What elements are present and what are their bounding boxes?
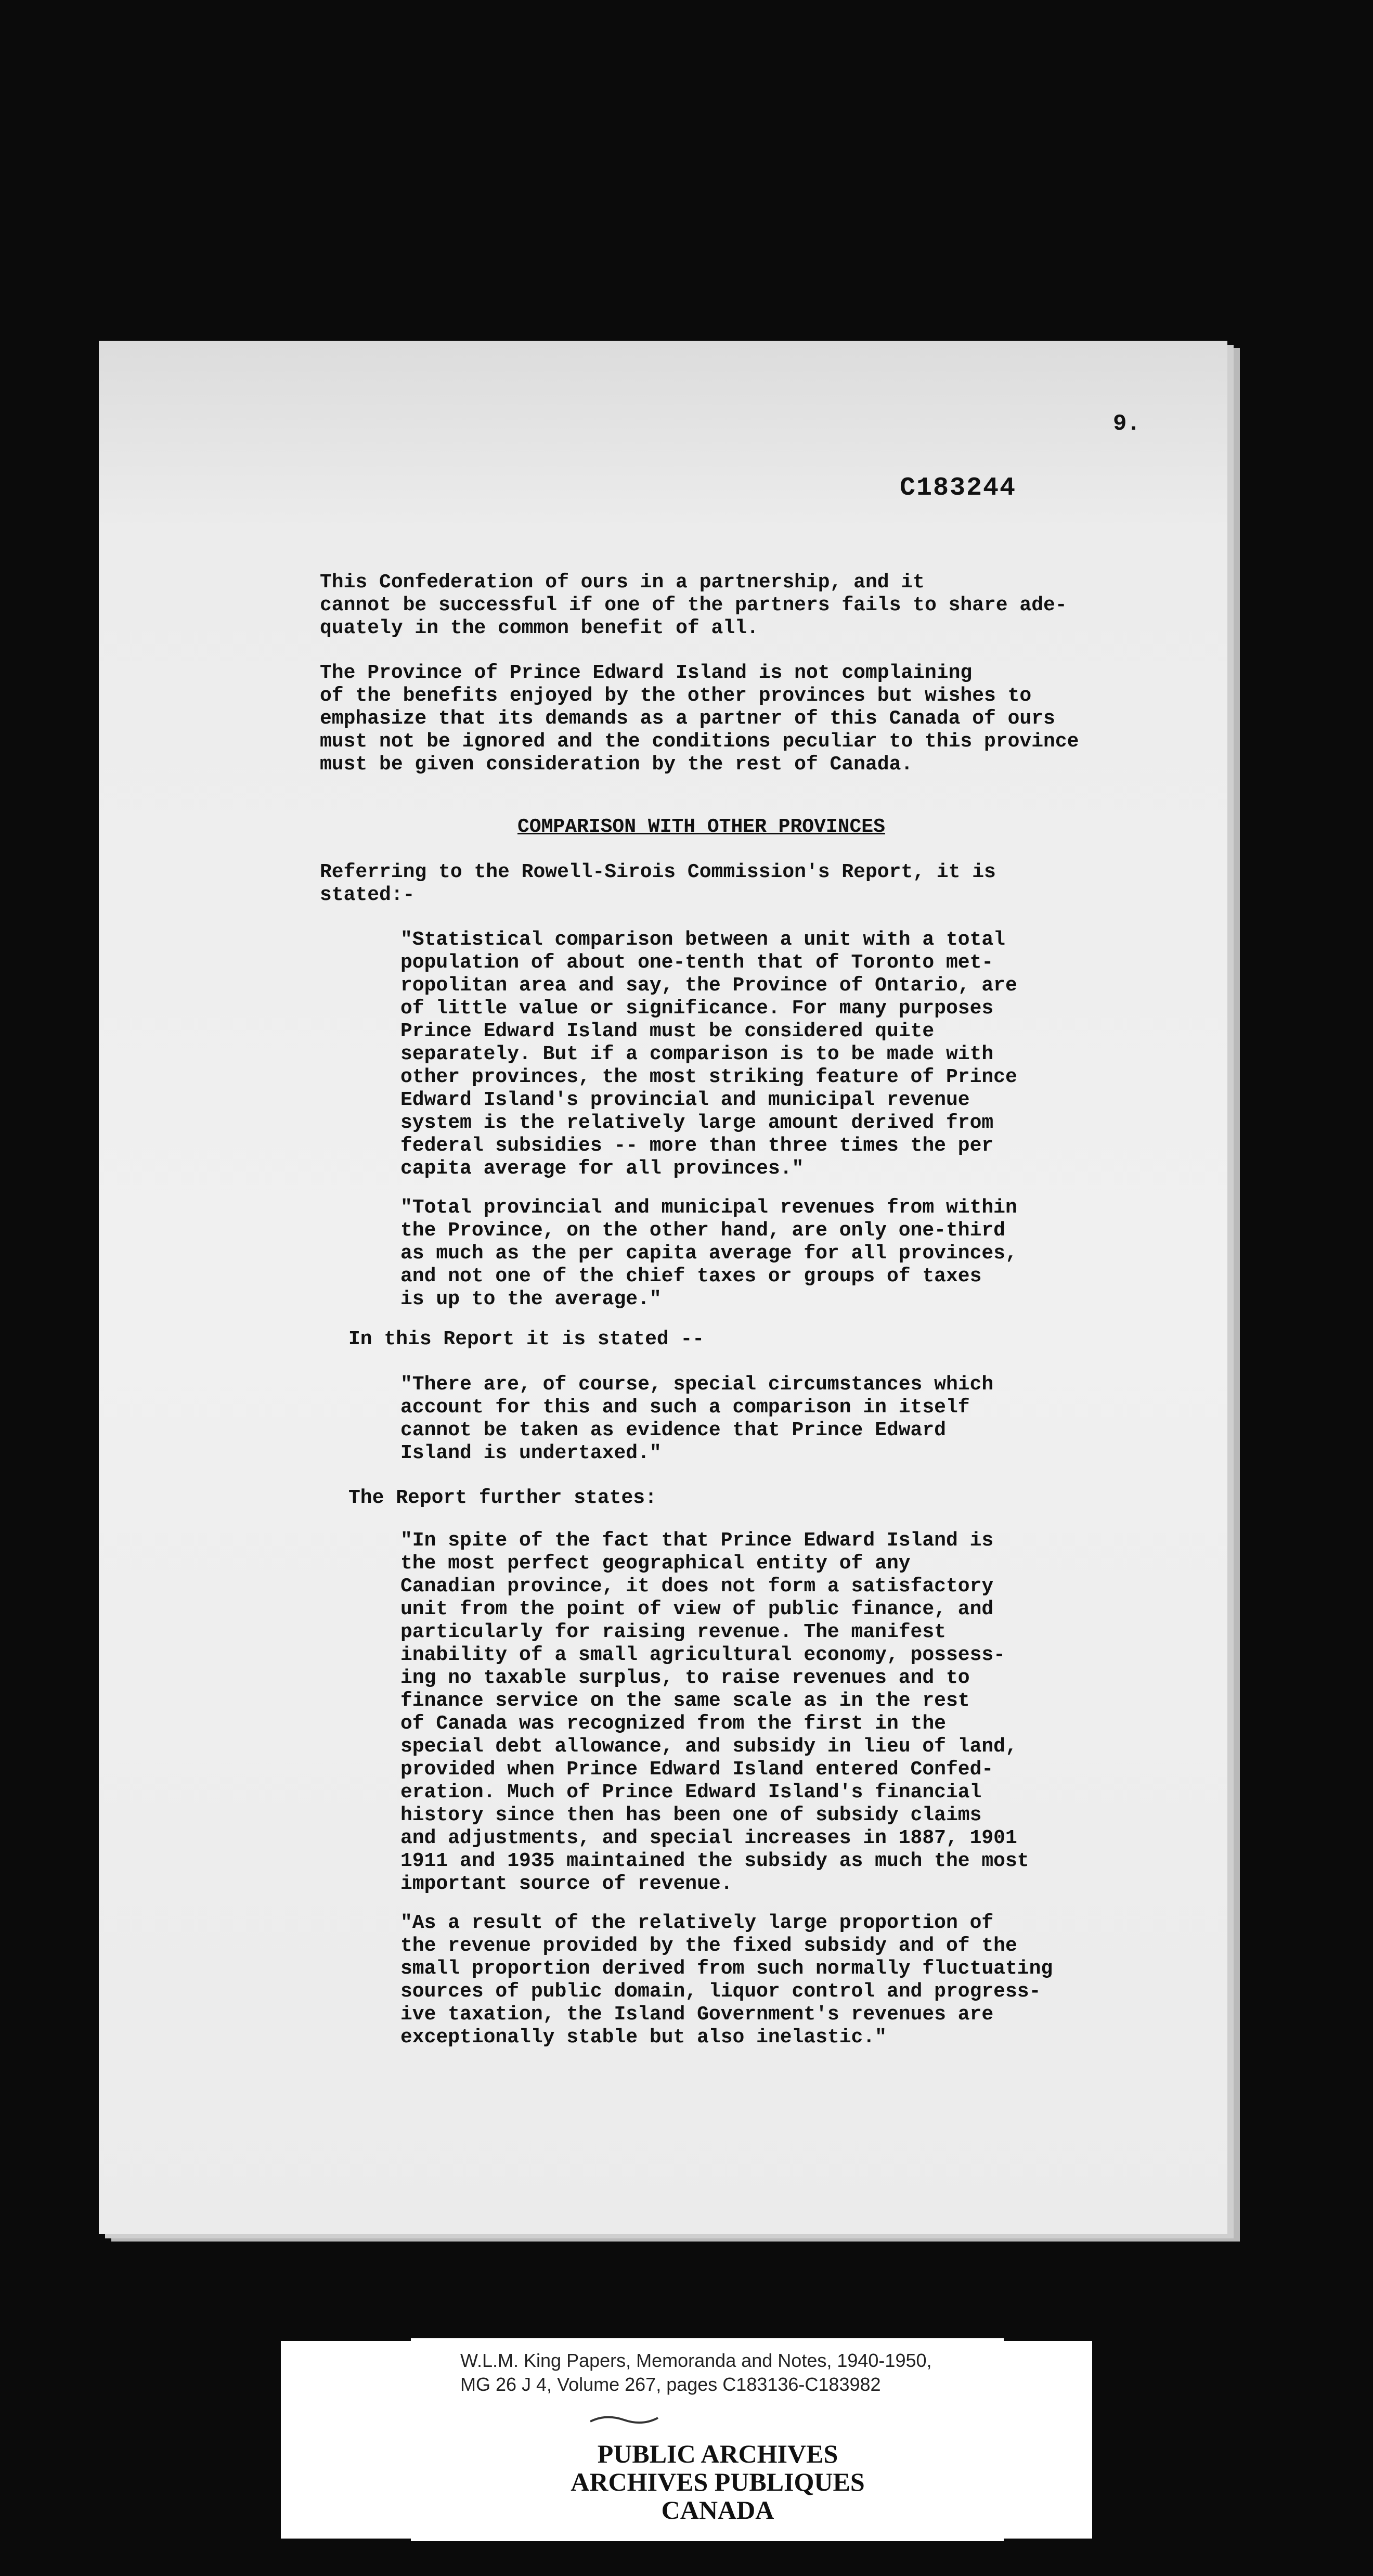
quote-special-circumstances: "There are, of course, special circumstances which account for this and such a comparison in itself cannot be taken as evidence that Prince Edward Island is undertaxed." xyxy=(400,1373,994,1464)
page-number: 9. xyxy=(1113,411,1141,437)
paragraph-confederation: This Confederation of ours in a partnership, and it cannot be successful if one of the partners fails to share ade- quately in the common benefit of all. xyxy=(320,571,1067,639)
paragraph-rowell-sirois: Referring to the Rowell-Sirois Commission's Report, it is stated:- xyxy=(320,861,996,906)
scribble-mark xyxy=(588,2408,660,2429)
archive-citation: W.L.M. King Papers, Memoranda and Notes, 1940-1950, MG 26 J 4, Volume 267, pages C183136-C183982 xyxy=(460,2350,932,2395)
quote-total-revenues: "Total provincial and municipal revenues from within the Province, on the other hand, are only one-third as much as the per capita average for all provinces, and not one of the chief taxes or groups of taxes is up to the average." xyxy=(400,1196,1017,1310)
archive-stamp xyxy=(562,2440,874,2524)
paragraph-province: The Province of Prince Edward Island is not complaining of the benefits enjoyed by the other provinces but wishes to emphasize that its demands as a partner of this Canada of ours must not be ignored and the conditions peculiar to this province must be given consideration by the rest of Canada. xyxy=(320,662,1079,776)
stamp-line-public-archives: PUBLIC ARCHIVES xyxy=(597,2439,838,2468)
intro-report-further: The Report further states: xyxy=(348,1487,657,1509)
document-id: C183244 xyxy=(900,473,1017,503)
intro-report-stated: In this Report it is stated -- xyxy=(348,1328,705,1350)
quote-geographical-entity: "In spite of the fact that Prince Edward Island is the most perfect geographical entity of any Canadian province, it does not form a satisfactory unit from the point of view of public finance, and particularly for raising revenue. The manifest inability of a small agricultural economy, possess- ing no taxable surplus, to raise revenues and to finance service on the same scale as in the rest of Canada was recognized from the first in the special debt allowance, and subsidy in lieu of land, provided when Prince Edward Island entered Confed- eration. Much of Prince Edward Island's financial history since then has been one of subsidy claims and adjustments, and special increases in 1887, 1901 1911 and 1935 maintained the subsidy as much the most important source of revenue. xyxy=(400,1529,1029,1895)
stamp-line-canada: CANADA xyxy=(661,2495,774,2525)
stamp-line-archives-publiques: ARCHIVES PUBLIQUES xyxy=(571,2467,865,2496)
quote-relatively-large-proportion: "As a result of the relatively large proportion of the revenue provided by the fixed subsidy and of the small proportion derived from such normally fluctuating sources of public domain, liquor control and progress- ive taxation, the Island Government's revenues are exceptionally stable but also inelastic." xyxy=(400,1912,1053,2049)
quote-statistical-comparison: "Statistical comparison between a unit with a total population of about one-tenth that of Toronto met- ropolitan area and say, the Province of Ontario, are of little value or significance. For many purposes Prince Edward Island must be considered quite separately. But if a comparison is to be made with other provinces, the most striking feature of Prince Edward Island's provincial and municipal revenue system is the relatively large amount derived from federal subsidies -- more than three times the per capita average for all provinces." xyxy=(400,929,1017,1180)
section-heading: COMPARISON WITH OTHER PROVINCES xyxy=(517,816,885,838)
